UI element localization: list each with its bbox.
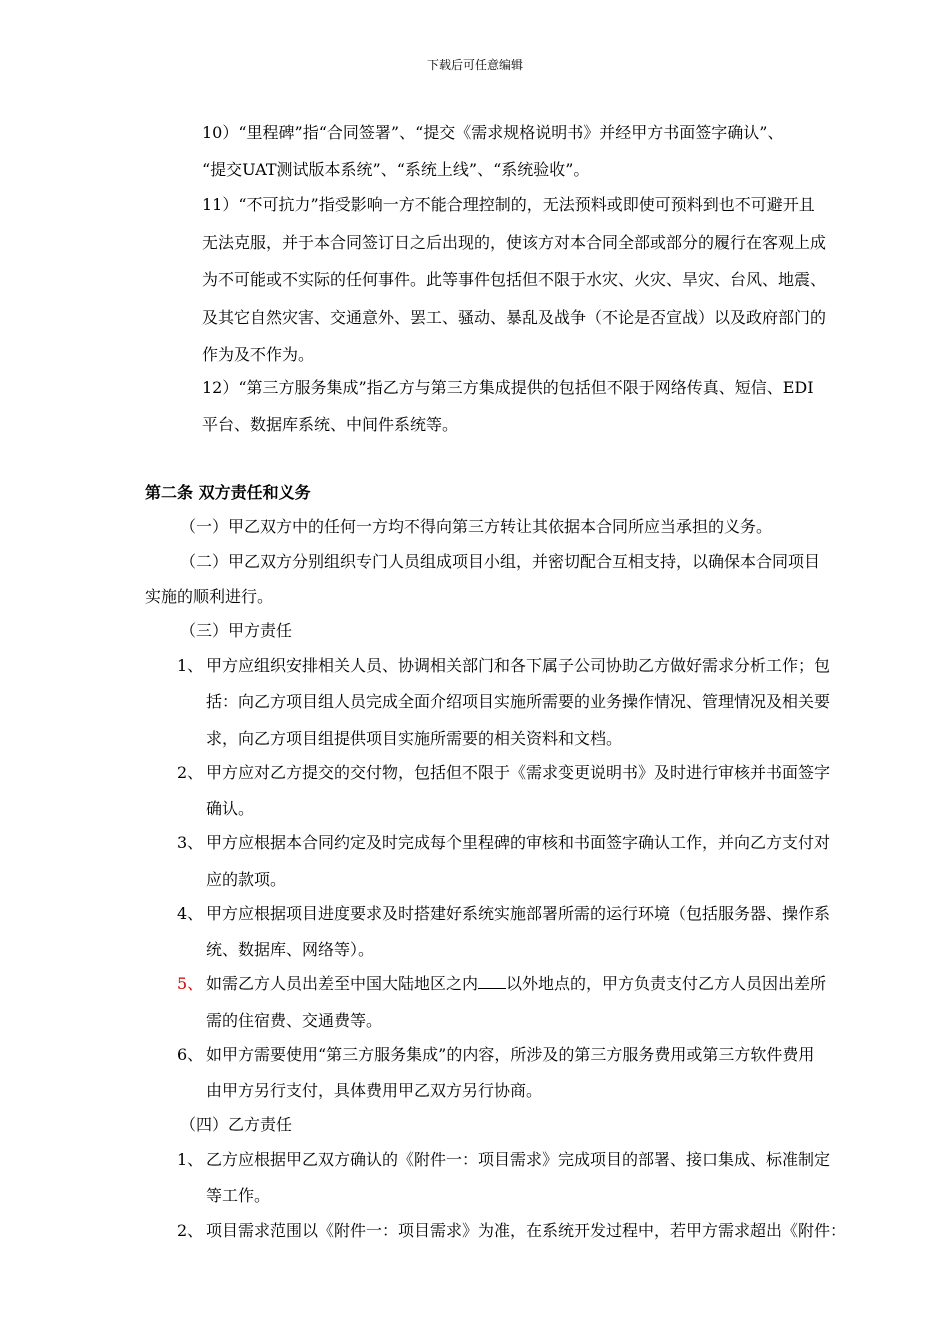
definition-10-line-1: 10）“里程碑”指“合同签署”、“提交《需求规格说明书》并经甲方书面签字确认”、 <box>202 123 784 142</box>
party-a-item-5-line-1 <box>206 974 826 994</box>
definition-10-line-2: “提交UAT测试版本系统”、“系统上线”、“系统验收”。 <box>202 160 590 179</box>
page-header: 下载后可任意编辑 <box>426 58 523 72</box>
party-a-item-6-num: 6、 <box>177 1045 204 1064</box>
party-a-item-4-line-2: 统、数据库、网络等）。 <box>206 940 375 959</box>
party-b-item-2-line-1: 项目需求范围以《附件一：项目需求》为准，在系统开发过程中，若甲方需求超出《附件： <box>206 1221 847 1240</box>
definition-11-line-1: 11）“不可抗力”指受影响一方不能合理控制的，无法预料或即使可预料到也不可避开且 <box>202 195 815 214</box>
party-b-item-2-num: 2、 <box>177 1221 204 1240</box>
party-a-item-3-line-2: 应的款项。 <box>206 870 287 889</box>
party-a-item-2-line-1: 甲方应对乙方提交的交付物，包括但不限于《需求变更说明书》及时进行审核并书面签字 <box>206 763 831 782</box>
definition-11-line-4: 及其它自然灾害、交通意外、罢工、骚动、暴乱及战争（不论是否宣战）以及政府部门的 <box>202 308 827 327</box>
party-a-title: （三）甲方责任 <box>180 621 293 640</box>
party-a-item-1-line-2: 括：向乙方项目组人员完成全面介绍项目实施所需要的业务操作情况、管理情况及相关要 <box>206 692 831 711</box>
party-b-title: （四）乙方责任 <box>180 1115 293 1134</box>
blank-underline <box>478 974 506 989</box>
party-b-item-1-num: 1、 <box>177 1150 204 1169</box>
party-a-item-4-line-1: 甲方应根据项目进度要求及时搭建好系统实施部署所需的运行环境（包括服务器、操作系 <box>206 904 831 923</box>
party-a-item-2-line-2: 确认。 <box>206 799 255 818</box>
party-a-item-2-num: 2、 <box>177 763 204 782</box>
party-a-item-6-line-2: 由甲方另行支付，具体费用甲乙双方另行协商。 <box>206 1081 543 1100</box>
definition-11-line-5: 作为及不作为。 <box>202 345 315 364</box>
party-a-item-5-line-2: 需的住宿费、交通费等。 <box>206 1011 383 1030</box>
party-b-item-1-line-1: 乙方应根据甲乙双方确认的《附件一：项目需求》完成项目的部署、接口集成、标准制定 <box>206 1150 831 1169</box>
party-a-item-1-num: 1、 <box>177 656 204 675</box>
article-2-para-2-line-2: 实施的顺利进行。 <box>145 587 274 606</box>
party-a-item-3-line-1: 甲方应根据本合同约定及时完成每个里程碑的审核和书面签字确认工作，并向乙方支付对 <box>206 833 831 852</box>
party-a-item-1-line-1: 甲方应组织安排相关人员、协调相关部门和各下属子公司协助乙方做好需求分析工作；包 <box>206 656 831 675</box>
definition-12-line-2: 平台、数据库系统、中间件系统等。 <box>202 415 459 434</box>
party-a-item-1-line-3: 求，向乙方项目组提供项目实施所需要的相关资料和文档。 <box>206 729 623 748</box>
definition-11-line-3: 为不可能或不实际的任何事件。此等事件包括但不限于水灾、火灾、旱灾、台风、地震、 <box>202 270 827 289</box>
definition-12-line-1: 12）“第三方服务集成”指乙方与第三方集成提供的包括但不限于网络传真、短信、EDI <box>202 378 814 397</box>
party-a-item-4-num: 4、 <box>177 904 204 923</box>
party-a-item-6-line-1: 如甲方需要使用“第三方服务集成”的内容，所涉及的第三方服务费用或第三方软件费用 <box>206 1045 815 1064</box>
party-a-item-3-num: 3、 <box>177 833 204 852</box>
party-b-item-1-line-2: 等工作。 <box>206 1186 271 1205</box>
article-2-title: 第二条 双方责任和义务 <box>145 483 311 502</box>
article-2-para-2-line-1: （二）甲乙双方分别组织专门人员组成项目小组，并密切配合互相支持，以确保本合同项目 <box>180 552 821 571</box>
definition-11-line-2: 无法克服，并于本合同签订日之后出现的，使该方对本合同全部或部分的履行在客观上成 <box>202 233 827 252</box>
party-a-item-5-text-after-blank: 以外地点的，甲方负责支付乙方人员因出差所 <box>506 974 827 993</box>
party-a-item-5-text-before-blank: 如需乙方人员出差至中国大陆地区之内 <box>206 974 479 993</box>
article-2-para-1: （一）甲乙双方中的任何一方均不得向第三方转让其依据本合同所应当承担的义务。 <box>180 517 773 536</box>
party-a-item-5-num: 5、 <box>177 974 204 993</box>
